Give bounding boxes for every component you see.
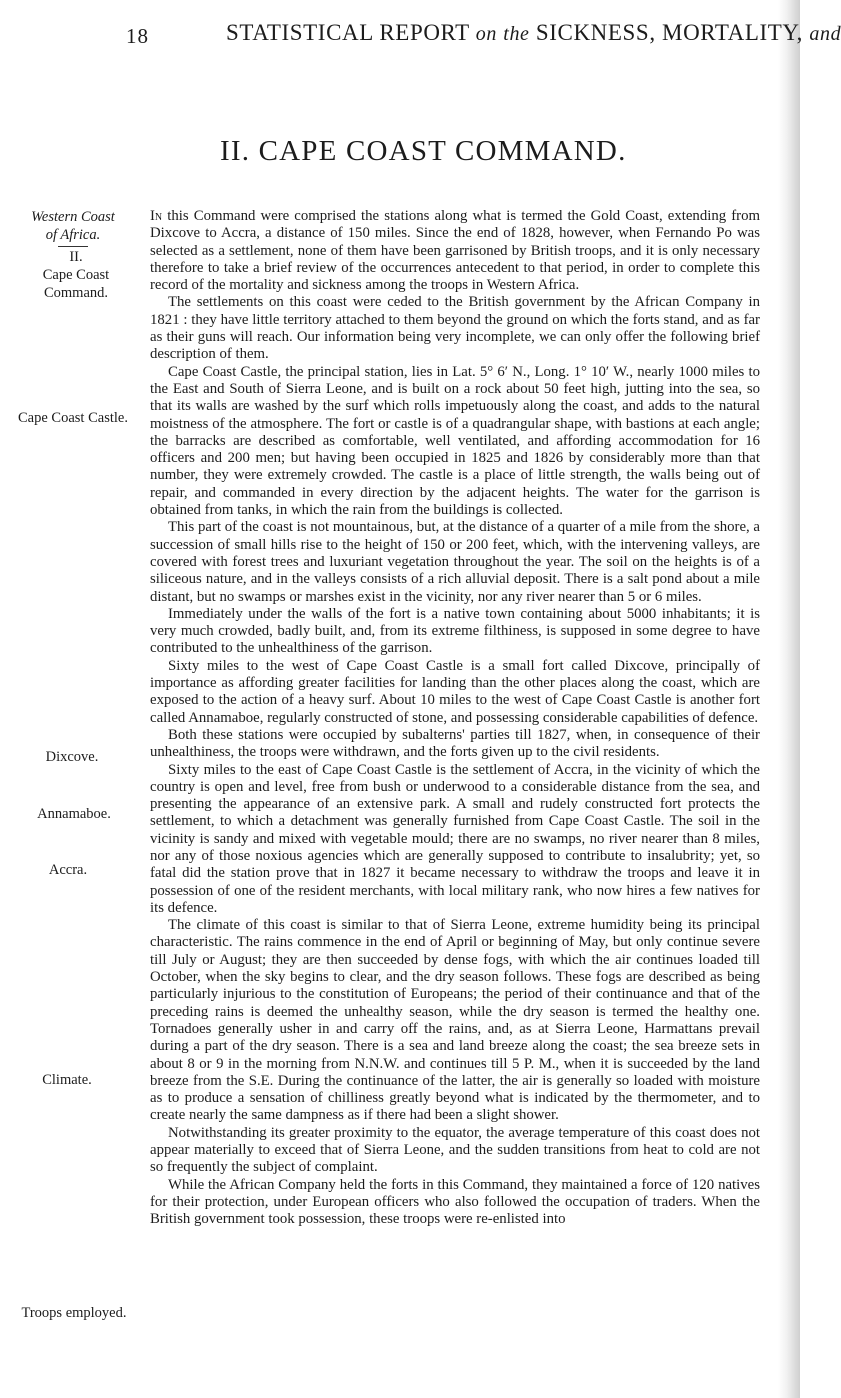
- paragraph-both-stations: Both these stations were occupied by subalterns' parties till 1827, when, in consequence of their unhealthiness, the troops were withdrawn, and the forts given up to the civil residents.: [150, 726, 760, 761]
- paragraph-native-town: Immediately under the walls of the fort is a native town containing about 5000 inhabitants; it is very much crowded, badly built, and, from its extreme filthiness, is supposed in some degree to have contributed to the unhealthiness of the garrison.: [150, 605, 760, 657]
- margin-note-region: [26, 208, 120, 248]
- margin-note-rule: [58, 246, 88, 247]
- margin-note-region-text: Western Coast of Africa.: [31, 209, 115, 243]
- paragraph-intro: [150, 208, 760, 294]
- margin-note-command: [20, 248, 132, 302]
- running-head-on: on: [475, 23, 497, 45]
- margin-note-command-text: Cape Coast Command.: [42, 267, 110, 301]
- paragraph-cape-coast-castle: Cape Coast Castle, the principal station, lies in Lat. 5° 6′ N., Long. 1° 10′ W., nearly 1000 miles to the East and South of Sierra Leone, and is built on a rock about 50 feet high, jutting into the sea, so that its walls are washed by the surf which rolls impetuously along the coast, and adds to the natural moistness of the atmosphere. The fort or castle is of a quadrangular shape, with bastions at each angle; the barracks are described as comfortable, well ventilated, and affording accommodation for 16 officers and 200 men; but having been occupied in 1825 and 1826 by considerably more than that number, they were extremely crowded. The castle is a place of little strength, the walls being out of repair, and commanded in every direction by the adjacent heights. The water for the garrison is obtained from tanks, in which the rain from the buildings is collected.: [150, 363, 760, 519]
- paragraph-troops: While the African Company held the forts in this Command, they maintained a force of 120 natives for their protection, under European officers who also followed the occupation of traders. When the British government took possession, these troops were re-enlisted into: [150, 1176, 760, 1228]
- paragraph-settlements: The settlements on this coast were ceded to the British government by the African Company in 1821 : they have little territory attached to them beyond the ground on which the forts stand, and as far as their guns will reach. Our information being very incomplete, we can only offer the following brief description of them.: [150, 294, 760, 363]
- margin-note-annamaboe: Annamaboe.: [37, 806, 111, 822]
- margin-note-cape-coast-castle: Cape Coast Castle.: [18, 410, 128, 426]
- section-title: II. CAPE COAST COMMAND.: [220, 135, 627, 167]
- running-head-prefix: STATISTICAL REPORT: [226, 20, 470, 45]
- running-head-and: and: [809, 23, 841, 45]
- page-edge-shadow: [778, 0, 800, 1398]
- body-text: [150, 208, 760, 1229]
- running-head: [226, 20, 841, 46]
- margin-note-climate: Climate.: [42, 1072, 92, 1088]
- paragraph-climate: The climate of this coast is similar to that of Sierra Leone, extreme humidity being its principal characteristic. The rains commence in the end of April or beginning of May, but only continue severe till July or August; they are then succeeded by dense fogs, with which the air continues loaded till October, when the sky begins to clear, and the dry season follows. These fogs are described as being particularly injurious to the constitution of Europeans; the period of their continuance and that of the preceding rains is deemed the unhealthy season, while the dry season is termed the healthy one. Tornadoes generally usher in and carry off the rains, and, as at Sierra Leone, Harmattans prevail during a part of the dry season. There is a sea and land breeze along the coast; the sea breeze sets in about 8 or 9 in the morning from N.N.W. and continues till 5 P. M., when it is succeeded by the land breeze from the S.E. During the continuance of the latter, the air is generally so loaded with moisture as to produce a sensation of chilliness greatly beyond what is indicated by the thermometer, and to create nearly the same dampness as if there had been a slight shower.: [150, 917, 760, 1124]
- running-head-rest: SICKNESS, MORTALITY,: [535, 20, 804, 45]
- margin-note-dixcove: Dixcove.: [45, 749, 99, 765]
- paragraph-terrain: This part of the coast is not mountainous, but, at the distance of a quarter of a mile from the shore, a succession of small hills rise to the height of 150 or 200 feet, which, with the intervening valleys, are covered with forest trees and luxuriant vegetation throughout the year. The soil on the heights is of a siliceous nature, and in the valleys consists of a rich alluvial deposit. There is a salt pond about a mile distant, but no swamps or marshes exist in the vicinity, nor any river nearer than 5 or 6 miles.: [150, 519, 760, 605]
- running-head-the: the: [503, 23, 530, 45]
- margin-note-accra: Accra.: [48, 862, 88, 878]
- paragraph-temperature: Notwithstanding its greater proximity to the equator, the average temperature of this coast does not appear materially to exceed that of Sierra Leone, and the sudden transitions from heat to cold are not so frequently the subject of complaint.: [150, 1124, 760, 1176]
- margin-note-troops-employed: Troops employed.: [21, 1305, 127, 1321]
- margin-note-section-numeral: II.: [69, 249, 83, 265]
- page-number: 18: [126, 24, 149, 48]
- intro-text: this Command were comprised the stations along what is termed the Gold Coast, extending from Dixcove to Accra, a distance of 150 miles. Since the end of 1828, however, when Fernando Po was selected as a settlement, none of them have been garrisoned by British troops, and it is only necessary therefore to take a brief review of the occurrences antecedent to that period, in order to complete this record of the mortality and sickness among the troops in Western Africa.: [150, 208, 760, 294]
- paragraph-dixcove: Sixty miles to the west of Cape Coast Castle is a small fort called Dixcove, principally of importance as affording greater facilities for landing than the other places along the coast, which are exposed to the action of a heavy surf. About 10 miles to the west of Cape Coast Castle is another fort called Annamaboe, regularly constructed of stone, and possessing considerable capabilities of defence.: [150, 657, 760, 726]
- intro-opening-word: In: [150, 208, 163, 224]
- paragraph-accra: Sixty miles to the east of Cape Coast Castle is the settlement of Accra, in the vicinity of which the country is open and level, free from bush or underwood to a considerable distance from the sea, and presenting the appearance of an extensive park. A small and rudely constructed fort protects the settlement, to which a detachment was generally furnished from Cape Coast Castle. The soil in the vicinity is sandy and mixed with vegetable mould; there are no swamps, no river nearer than 8 miles, nor any of those noxious agencies which are generally supposed to contribute to insalubrity; yet, so fatal did the station prove that in 1827 it became necessary to withdraw the troops and leave it in possession of one of the resident merchants, with local military rank, who now hires a few natives for its defence.: [150, 761, 760, 916]
